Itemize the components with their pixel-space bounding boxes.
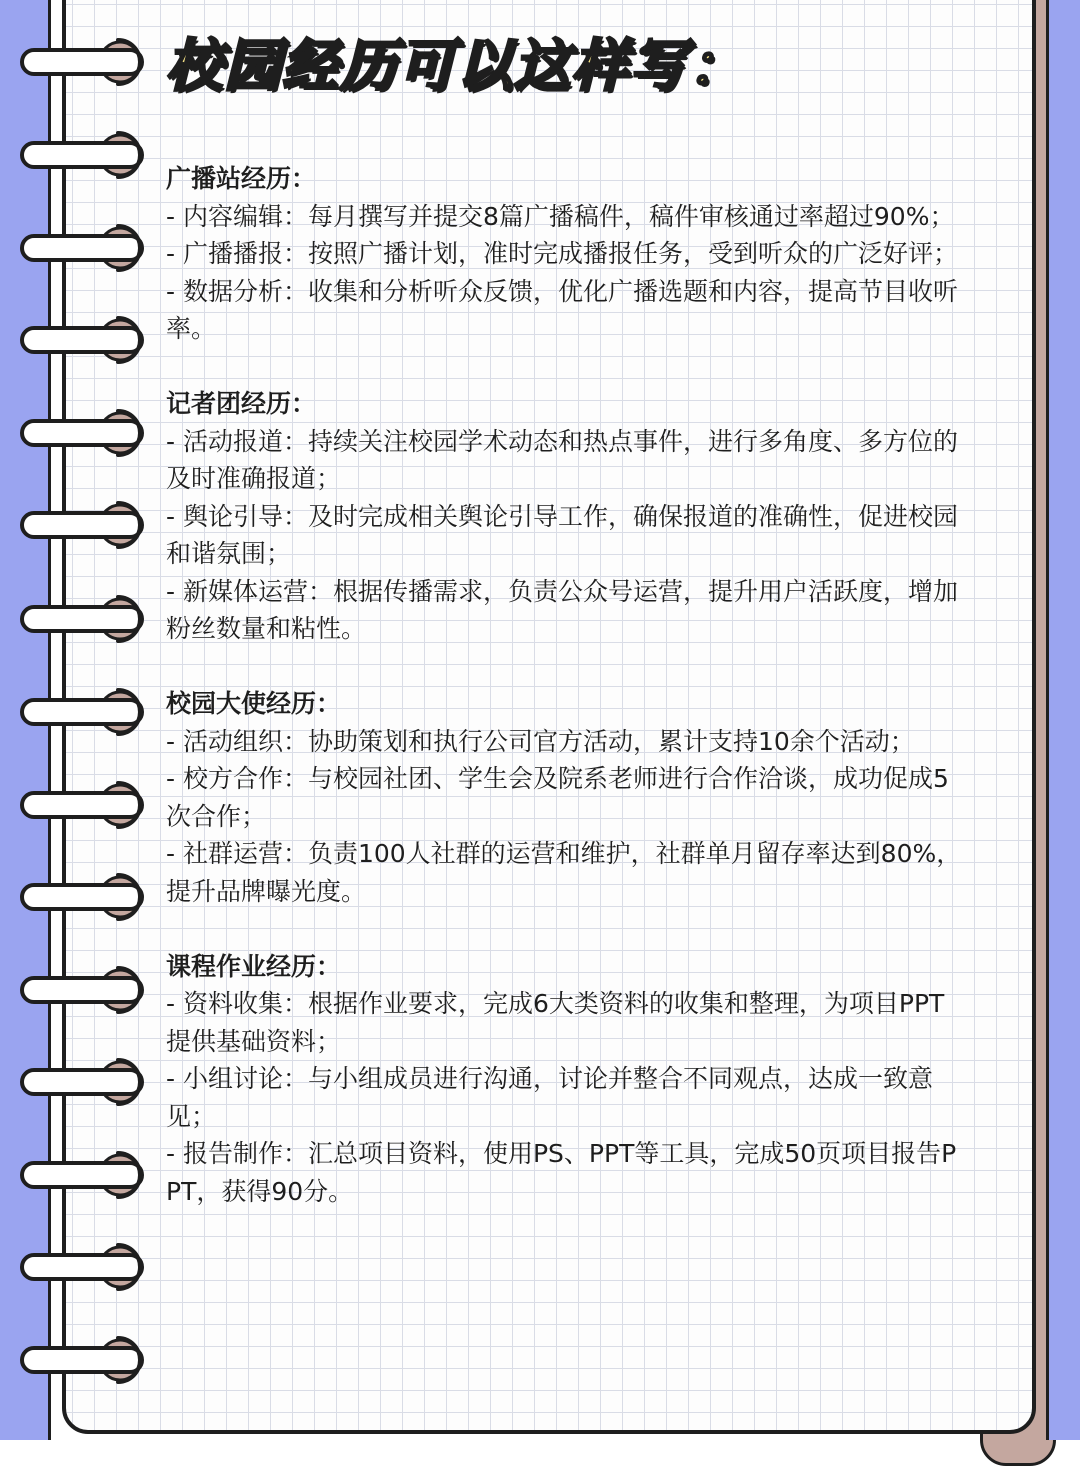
- list-item: - 活动组织：协助策划和执行公司官方活动，累计支持10余个活动；: [166, 726, 915, 756]
- binder-ring-icon: [22, 133, 142, 177]
- binder-ring-icon: [22, 875, 142, 919]
- list-item: - 内容编辑：每月撰写并提交8篇广播稿件，稿件审核通过率超过90%；: [166, 201, 955, 231]
- list-item: - 资料收集：根据作业要求，完成6大类资料的收集和整理，为项目PPT提供基础资料；: [166, 989, 945, 1056]
- section-coursework: [166, 948, 966, 1211]
- section-broadcast: [166, 160, 966, 348]
- list-item: - 报告制作：汇总项目资料，使用PS、PPT等工具，完成50页项目报告PPT，获得90分。: [166, 1139, 957, 1206]
- binder-ring-icon: [22, 597, 142, 641]
- binder-ring-icon: [22, 783, 142, 827]
- binder-ring-icon: [22, 968, 142, 1012]
- binder-ring-icon: [22, 1153, 142, 1197]
- notebook-cover-right: [1046, 0, 1080, 1440]
- list-item: - 活动报道：持续关注校园学术动态和热点事件，进行多角度、多方位的及时准确报道；: [166, 426, 958, 493]
- list-item: - 广播播报：按照广播计划，准时完成播报任务，受到听众的广泛好评；: [166, 239, 958, 268]
- binder-ring-icon: [22, 226, 142, 270]
- binder-ring-icon: [22, 1060, 142, 1104]
- list-item: - 小组讨论：与小组成员进行沟通，讨论并整合不同观点，达成一致意见；: [166, 1064, 933, 1131]
- binder-ring-icon: [22, 411, 142, 455]
- binder-ring-icon: [22, 1245, 142, 1289]
- section-heading: 广播站经历：: [166, 164, 317, 193]
- section-heading: 校园大使经历：: [166, 689, 342, 718]
- experience-list: [166, 160, 966, 1248]
- list-item: - 新媒体运营：根据传播需求，负责公众号运营，提升用户活跃度，增加粉丝数量和粘性。: [166, 576, 958, 643]
- section-ambassador: [166, 685, 966, 910]
- binder-ring-icon: [22, 40, 142, 84]
- binder-ring-icon: [22, 503, 142, 547]
- section-heading: 记者团经历：: [166, 389, 317, 418]
- binder-rings: [0, 0, 160, 1440]
- list-item: - 舆论引导：及时完成相关舆论引导工作，确保报道的准确性，促进校园和谐氛围；: [166, 501, 958, 568]
- list-item: - 数据分析：收集和分析听众反馈，优化广播选题和内容，提高节目收听率。: [166, 276, 958, 343]
- binder-ring-icon: [22, 690, 142, 734]
- section-reporter: [166, 385, 966, 648]
- list-item: - 校方合作：与校园社团、学生会及院系老师进行合作洽谈，成功促成5次合作；: [166, 764, 949, 831]
- binder-ring-icon: [22, 318, 142, 362]
- binder-ring-icon: [22, 1338, 142, 1382]
- list-item: - 社群运营：负责100人社群的运营和维护，社群单月留存率达到80%，提升品牌曝光度。: [166, 839, 962, 906]
- page-title: 校园经历可以这样写：: [166, 34, 746, 99]
- section-heading: 课程作业经历：: [166, 951, 342, 981]
